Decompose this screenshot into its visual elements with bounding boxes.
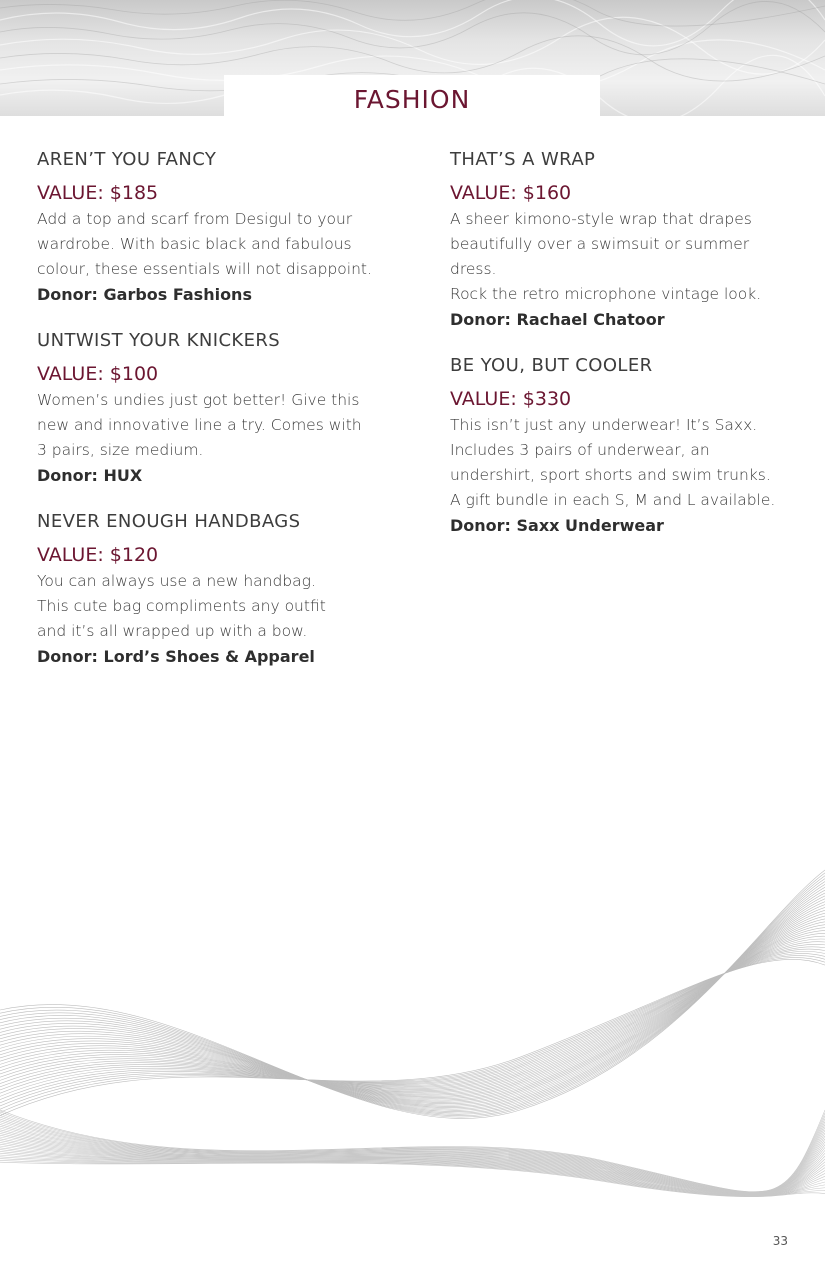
wave-line [0,905,825,1103]
wave-line [0,951,825,1102]
wave-line [0,919,825,1096]
desc-line: colour, these essentials will not disappoint. [37,260,372,278]
wave-line [0,899,825,1105]
item-description [37,569,377,644]
right-column [450,148,790,560]
wave-line [0,949,825,1100]
desc-line: This cute bag compliments any outfit [37,597,326,615]
title-box [224,75,600,116]
desc-line: wardrobe. With basic black and fabulous [37,235,352,253]
item-value: VALUE: $185 [37,182,159,204]
auction-item [450,148,790,332]
wave-line [0,956,825,1110]
wave-line [0,930,825,1091]
item-description [450,207,790,307]
desc-line: new and innovative line a try. Comes with [37,416,362,434]
left-column [37,148,377,691]
desc-line: Add a top and scarf from Desigul to your [37,210,353,228]
desc-line: Women’s undies just got better! Give this [37,391,360,409]
item-donor: Donor: HUX [37,466,143,485]
desc-line: beautifully over a swimsuit or summer dress. [450,235,750,278]
item-value: VALUE: $330 [450,388,572,410]
item-value: VALUE: $120 [37,544,159,566]
wave-line [0,896,825,1106]
wave-line [0,887,825,1110]
wave-line [0,910,825,1100]
wave-line [0,939,825,1089]
auction-item [37,329,377,488]
item-title: NEVER ENOUGH HANDBAGS [37,511,301,532]
desc-line: A gift bundle in each S, M and L available. [450,491,776,509]
desc-line: A sheer kimono-style wrap that drapes [450,210,752,228]
item-value: VALUE: $100 [37,363,159,385]
wave-line [0,916,825,1098]
item-description [37,388,377,463]
page-title: FASHION [353,85,471,114]
desc-line: 3 pairs, size medium. [37,441,204,459]
wave-line [0,882,825,1113]
item-title: UNTWIST YOUR KNICKERS [37,330,281,351]
desc-line: This isn’t just any underwear! It’s Saxx. [450,416,758,434]
wave-line [0,928,825,1093]
item-title: BE YOU, BUT COOLER [450,355,653,376]
wave-line [0,907,825,1101]
item-description [450,413,790,513]
auction-item [37,510,377,669]
item-donor: Donor: Rachael Chatoor [450,310,665,329]
item-donor: Donor: Lord’s Shoes & Apparel [37,647,315,666]
decorative-waves [0,860,825,1284]
wave-line [0,890,825,1109]
desc-line: Includes 3 pairs of underwear, an [450,441,710,459]
desc-line: and it’s all wrapped up with a bow. [37,622,308,640]
desc-line: undershirt, sport shorts and swim trunks. [450,466,771,484]
wave-line [0,944,825,1093]
item-title: AREN’T YOU FANCY [37,149,217,170]
item-value: VALUE: $160 [450,182,572,204]
auction-item [37,148,377,307]
page-number: 33 [772,1234,788,1248]
wave-line [0,925,825,1094]
wave-line [0,942,825,1090]
desc-line: Rock the retro microphone vintage look. [450,285,762,303]
wave-line [0,958,825,1113]
item-description [37,207,377,282]
item-donor: Donor: Saxx Underwear [450,516,664,535]
header-texture-band [0,0,825,116]
auction-item [450,354,790,538]
item-title: THAT’S A WRAP [450,149,596,170]
item-donor: Donor: Garbos Fashions [37,285,252,304]
desc-line: You can always use a new handbag. [37,572,316,590]
